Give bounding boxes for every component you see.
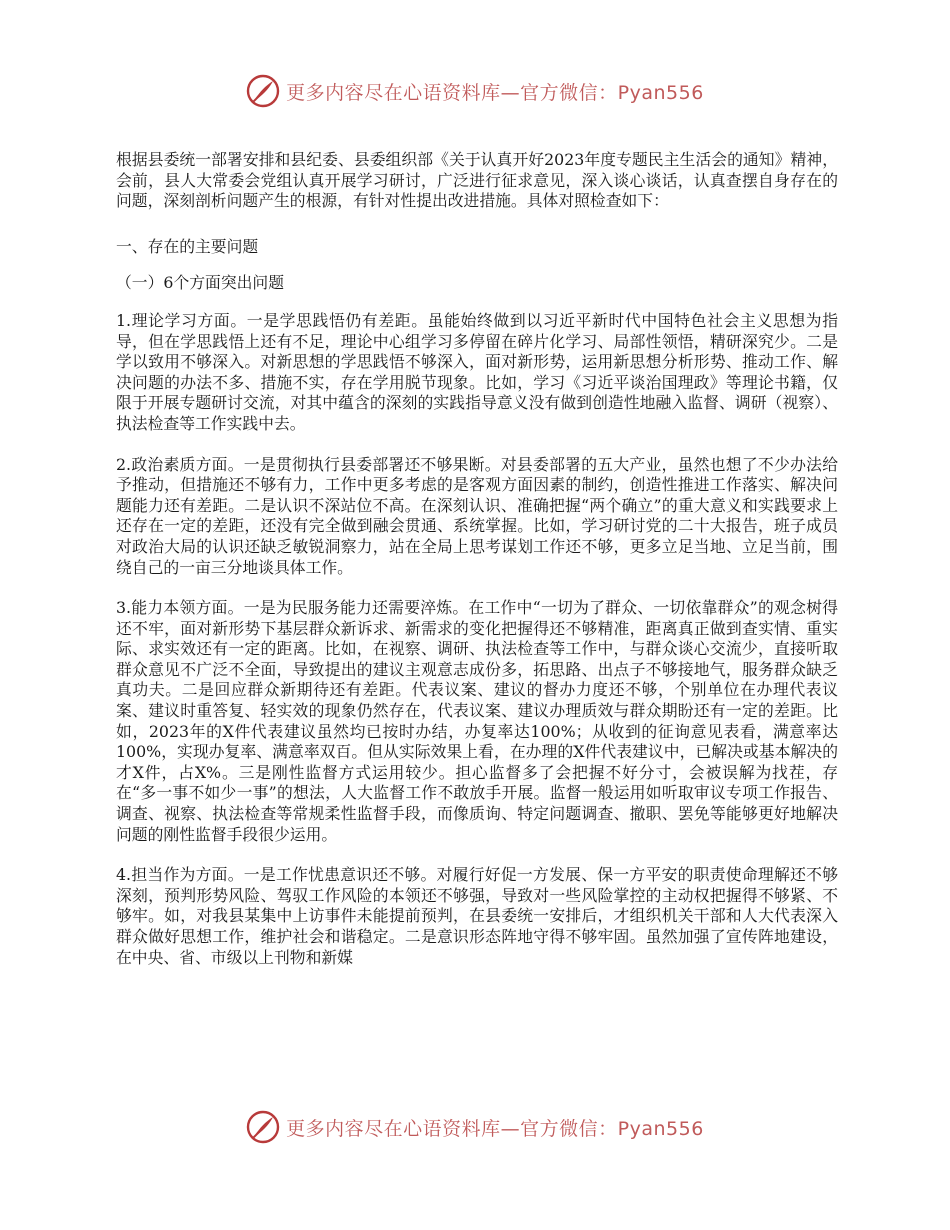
- header-banner-inner: [246, 74, 704, 108]
- section-heading: 一、存在的主要问题: [116, 236, 259, 256]
- footer-banner-inner: [246, 1110, 704, 1144]
- footer-banner: [0, 1107, 950, 1147]
- paragraph-political-quality: 2.政治素质方面。一是贯彻执行县委部署还不够果断。对县委部署的五大产业，虽然也想了不少办法给予推动，但措施还不够有力，工作中更多考虑的是客观方面因素的制约，创造性推进工作落实、解决问题能力还有差距。二是认识不深站位不高。在深刻认识、准确把握“两个确立”的重大意义和实践要求上还存在一定的差距，还没有完全做到融会贯通、系统掌握。比如，学习研讨党的二十大报告，班子成员对政治大局的认识还缺乏敏锐洞察力，站在全局上思考谋划工作还不够，更多立足当地、立足当前，围绕自己的一亩三分地谈具体工作。: [116, 454, 838, 577]
- paragraph-capability: 3.能力本领方面。一是为民服务能力还需要淬炼。在工作中“一切为了群众、一切依靠群众”的观念树得还不牢，面对新形势下基层群众新诉求、新需求的变化把握得还不够精准，距离真正做到查实情、重实际、求实效还有一定的距离。比如，在视察、调研、执法检查等工作中，与群众谈心交流少，直接听取群众意见不广泛不全面，导致提出的建议主观意志成份多，拓思路、出点子不够接地气，服务群众缺乏真功夫。二是回应群众新期待还有差距。代表议案、建议的督办力度还不够，个别单位在办理代表议案、建议时重答复、轻实效的现象仍然存在，代表议案、建议办理质效与群众期盼还有一定的差距。比如，2023年的X件代表建议虽然均已按时办结，办复率达100%；从收到的征询意见表看，满意率达100%，实现办复率、满意率双百。但从实际效果上看，在办理的X件代表建议中，已解决或基本解决的才X件，占X%。三是刚性监督方式运用较少。担心监督多了会把握不好分寸，会被误解为找茬，存在“多一事不如少一事”的想法，人大监督工作不敢放手开展。监督一般运用如听取审议专项工作报告、调查、视察、执法检查等常规柔性监督手段，而像质询、特定问题调查、撤职、罢免等能够更好地解决问题的刚性监督手段很少运用。: [116, 598, 838, 844]
- subsection-heading: （一）6个方面突出问题: [116, 273, 285, 293]
- paragraph-responsibility: 4.担当作为方面。一是工作忧患意识还不够。对履行好促一方发展、保一方平安的职责使命理解还不够深刻，预判形势风险、驾驭工作风险的本领还不够强，导致对一些风险掌控的主动权把握得不够紧、不够牢。如，对我县某集中上访事件未能提前预判，在县委统一安排后，才组织机关干部和人大代表深入群众做好思想工作，维护社会和谐稳定。二是意识形态阵地守得不够牢固。虽然加强了宣传阵地建设，在中央、省、市级以上刊物和新媒: [116, 865, 838, 967]
- quill-seal-logo-icon: [246, 1110, 280, 1144]
- header-banner: [0, 71, 950, 111]
- intro-paragraph: 根据县委统一部署安排和县纪委、县委组织部《关于认真开好2023年度专题民主生活会的通知》精神，会前，县人大常委会党组认真开展学习研讨，广泛进行征求意见，深入谈心谈话，认真查摆自身存在的问题，深刻剖析问题产生的根源，有针对性提出改进措施。具体对照检查如下：: [116, 150, 838, 211]
- document-body: [116, 150, 838, 968]
- quill-seal-logo-icon: [246, 74, 280, 108]
- paragraph-theory-study: 1.理论学习方面。一是学思践悟仍有差距。虽能始终做到以习近平新时代中国特色社会主义思想为指导，但在学思践悟上还有不足，理论中心组学习多停留在碎片化学习、局部性领悟，精研深究少。二是学以致用不够深入。对新思想的学思践悟不够深入，面对新形势，运用新思想分析形势、推动工作、解决问题的办法不多、措施不实，存在学用脱节现象。比如，学习《习近平谈治国理政》等理论书籍，仅限于开展专题研讨交流，对其中蕴含的深刻的实践指导意义没有做到创造性地融入监督、调研（视察）、执法检查等工作实践中去。: [116, 310, 838, 433]
- banner-text: 更多内容尽在心语资料库—官方微信：Pyan556: [286, 81, 704, 104]
- banner-text: 更多内容尽在心语资料库—官方微信：Pyan556: [286, 1117, 704, 1140]
